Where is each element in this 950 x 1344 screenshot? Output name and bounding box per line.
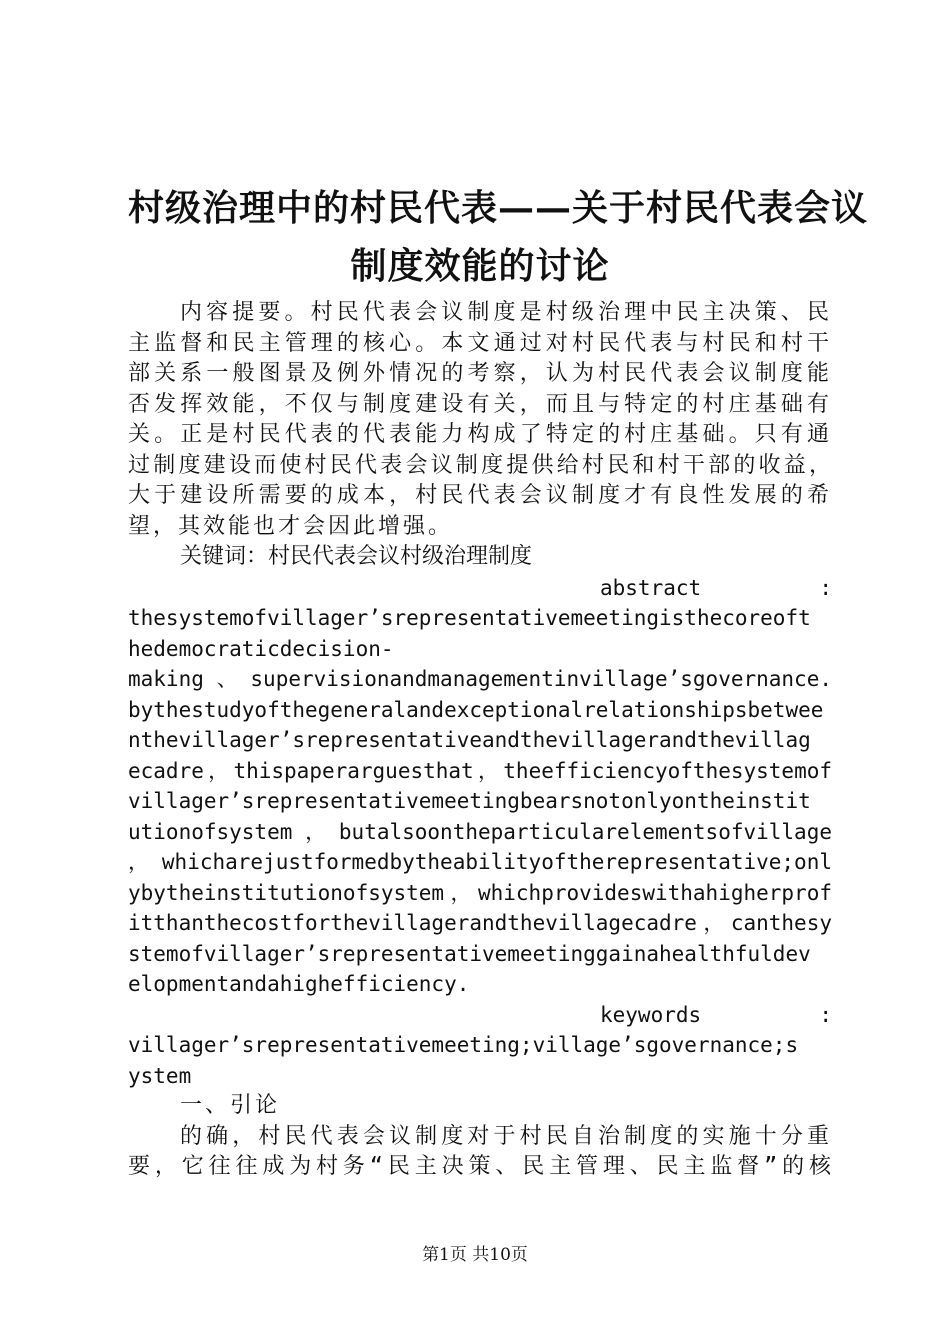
- abstract-en-line: making、supervisionandmanagementinvillage’sgovernance.: [128, 667, 832, 691]
- abstract-zh-line: 部关系一般图景及例外情况的考察，认为村民代表会议制度能: [128, 361, 832, 386]
- keywords-en-colon: :: [819, 1002, 832, 1027]
- abstract-en-colon: :: [819, 575, 832, 600]
- abstract-en-line: ，whicharejustformedbytheabilityoftherepresentative;onl: [128, 850, 832, 874]
- abstract-zh-line: 内容提要。村民代表会议制度是村级治理中民主决策、民: [180, 300, 832, 325]
- keywords-en-label-row: [128, 1000, 832, 1031]
- keywords-en-line: villager’srepresentativemeeting;village’sgovernance;s: [128, 1033, 799, 1057]
- abstract-zh-line: 过制度建设而使村民代表会议制度提供给村民和村干部的收益，: [128, 452, 832, 478]
- abstract-zh-line: 大于建设所需要的成本，村民代表会议制度才有良性发展的希: [128, 483, 832, 508]
- abstract-en-line: nthevillager’srepresentativeandthevillagerandthevillag: [128, 728, 811, 752]
- abstract-en-line: bythestudyofthegeneralandexceptionalrelationshipsbetwee: [128, 697, 824, 722]
- abstract-en-line: villager’srepresentativemeetingbearsnotonlyontheinstit: [128, 789, 811, 813]
- abstract-zh-line: 关。正是村民代表的代表能力构成了特定的村庄基础。只有通: [128, 422, 832, 447]
- abstract-en-line: itthanthecostforthevillagerandthevillagecadre，canthesy: [128, 911, 832, 935]
- keywords-zh: 关键词：村民代表会议村级治理制度: [180, 544, 533, 569]
- abstract-en-line: elopmentandahighefficiency.: [128, 972, 470, 996]
- page-footer: 第1页 共10页: [422, 1245, 528, 1265]
- abstract-en-line: utionofsystem ， butalsoontheparticularelementsofvillage: [128, 819, 832, 844]
- abstract-en-line: stemofvillager’srepresentativemeetinggainahealthfuldev: [128, 941, 811, 966]
- abstract-en-label-row: [128, 573, 832, 604]
- abstract-en-line: ybytheinstitutionofsystem，whichprovideswithahigherprof: [128, 880, 832, 905]
- abstract-en-line: thesystemofvillager’srepresentativemeetingisthecoreoft: [128, 606, 811, 630]
- section-body-line: 要，它往往成为村务“民主决策、民主管理、民主监督”的核: [128, 1154, 832, 1179]
- keywords-en-label: keywords: [600, 1002, 702, 1027]
- abstract-zh-line: 望，其效能也才会因此增强。: [128, 513, 454, 539]
- keywords-en-line: ystem: [128, 1063, 192, 1088]
- abstract-en-label: abstract: [600, 575, 702, 600]
- abstract-zh-line: 否发挥效能，不仅与制度建设有关，而且与特定的村庄基础有: [128, 391, 832, 417]
- abstract-zh-line: 主监督和民主管理的核心。本文通过对村民代表与村民和村干: [128, 330, 832, 356]
- document-title-line-2: 制度效能的讨论: [350, 245, 610, 287]
- abstract-en-line: hedemocraticdecision-: [128, 636, 394, 661]
- document-body: [128, 298, 832, 1183]
- section-body-line: 的确，村民代表会议制度对于村民自治制度的实施十分重: [180, 1123, 832, 1149]
- abstract-en-line: ecadre，thispaperarguesthat，theefficiencyofthesystemof: [128, 758, 832, 783]
- section-heading: 一、引论: [180, 1093, 281, 1118]
- document-title-line-1: 村级治理中的村民代表——关于村民代表会议: [128, 187, 869, 229]
